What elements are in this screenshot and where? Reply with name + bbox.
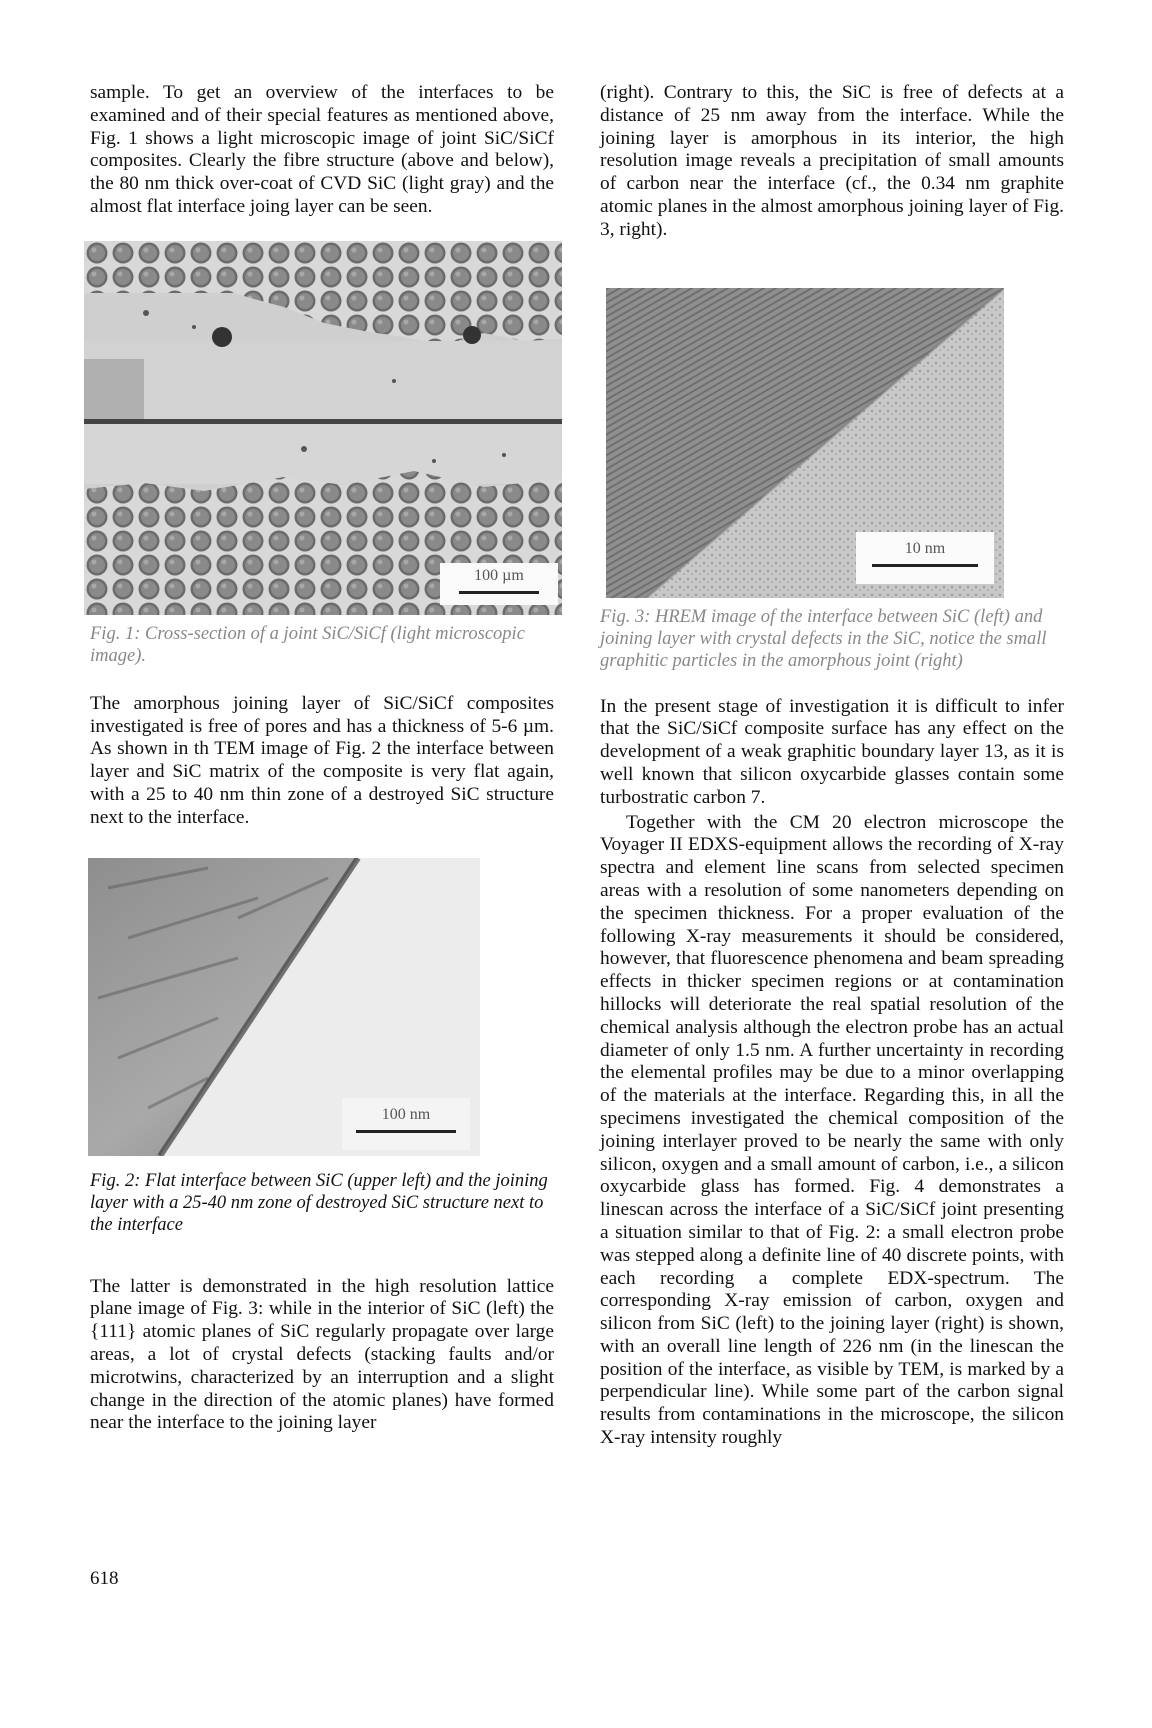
scale-bar-fig3-label: 10 nm (904, 539, 946, 557)
scale-bar-fig2-label: 100 nm (381, 1105, 431, 1123)
scale-bar-fig1-label: 100 µm (474, 566, 524, 584)
paragraph-right-1: (right). Contrary to this, the SiC is free of defects at a distance of 25 nm away from the interface. While the joining layer is amorphous in its interior, the high resolution image reveals a precipitation of small amounts of carbon near the interface (cf., the 0.34 nm graphite atomic planes in the almost amorphous joining layer of Fig. 3, right). (600, 82, 1064, 240)
paragraph-right-2: In the present stage of investigation it is difficult to infer that the SiC/SiCf composite surface has any effect on the development of a weak graphitic boundary layer 13, as it is well known that silicon oxycarbide glasses contain some turbostratic carbon 7. (600, 695, 1064, 808)
paragraph-left-1: sample. To get an overview of the interfaces to be examined and of their special features as mentioned above, Fig. 1 shows a light microscopic image of joint SiC/SiCf composites. Clearly the fibre structure (above and below), the 80 nm thick over-coat of CVD SiC (light gray) and the almost flat interface joing layer can be seen. (90, 82, 554, 217)
paragraph-left-3: The latter is demonstrated in the high resolution lattice plane image of Fig. 3: while in the interior of SiC (left) the {111} atomic planes of SiC regularly propagate over large areas, a lot of crystal defects (stacking faults and/or microtwins, characterized by an interruption and a slight change in the direction of the atomic planes) have formed near the interface to the joining layer (90, 1275, 554, 1434)
micrograph-fibres (84, 241, 562, 615)
scale-bar-fig1-line (459, 591, 539, 594)
paragraph-left-2: The amorphous joining layer of SiC/SiCf composites investigated is free of pores and has a thickness of 5-6 µm. As shown in th TEM image of Fig. 2 the interface between layer and SiC matrix of the composite is very flat again, with a 25 to 40 nm thin zone of a destroyed SiC structure next to the interface. (90, 692, 554, 828)
figure-1-image (84, 241, 562, 615)
scale-bar-fig3 (856, 532, 994, 584)
paragraph-right-3: Together with the CM 20 electron microscope the Voyager II EDXS-equipment allows the recording of X-ray spectra and element line scans from selected specimen areas with a resolution of some nanometers depending on the specimen thickness. For a proper evaluation of the following X-ray measurements it should be considered, however, that fluorescence phenomena and beam spreading effects in thicker specimen regions or at contamination hillocks will deteriorate the real spatial resolution of the chemical analysis although the electron probe has an actual diameter of only 1.5 nm. A further uncertainty in recording the elemental profiles may be due to a minor overlapping of the materials at the interface. Regarding this, in all the specimens investigated the chemical composition of the joining interlayer proved to be nearly the same with only silicon, oxygen and a small amount of carbon, i.e., a silicon oxycarbide glass has formed. Fig. 4 demonstrates a linescan across the interface of a SiC/SiCf joint presenting a situation similar to that of Fig. 2: a small electron probe was stepped along a definite line of 40 discrete points, with each recording a complete EDX-spectrum. The corresponding X-ray emission of carbon, oxygen and silicon from SiC (left) to the joining layer (right) is shown, with an overall line length of 226 nm (in the linescan the position of the interface, as visible by TEM, is marked by a perpendicular line). While some part of the carbon signal results from contaminations in the microscope, the silicon X-ray intensity roughly (600, 811, 1064, 1449)
figure-2-caption: Fig. 2: Flat interface between SiC (upper left) and the joining layer with a 25-40 nm zone of destroyed SiC structure next to the interface (90, 1170, 548, 1235)
page-number: 618 (90, 1568, 119, 1589)
figure-1-caption: Fig. 1: Cross-section of a joint SiC/SiCf (light microscopic image). (90, 623, 525, 666)
scale-bar-fig2-line (356, 1130, 456, 1133)
left-column (90, 82, 554, 1435)
figure-2-image (88, 858, 480, 1156)
figure-3-caption: Fig. 3: HREM image of the interface between SiC (left) and joining layer with crystal defects in the SiC, notice the small graphitic particles in the amorphous joint (right) (600, 606, 1047, 671)
scale-bar-fig1 (440, 563, 558, 605)
scale-bar-fig2 (342, 1098, 470, 1150)
figure-3-image (606, 288, 1004, 598)
right-column (600, 82, 1064, 1450)
scale-bar-fig3-line (872, 564, 978, 567)
